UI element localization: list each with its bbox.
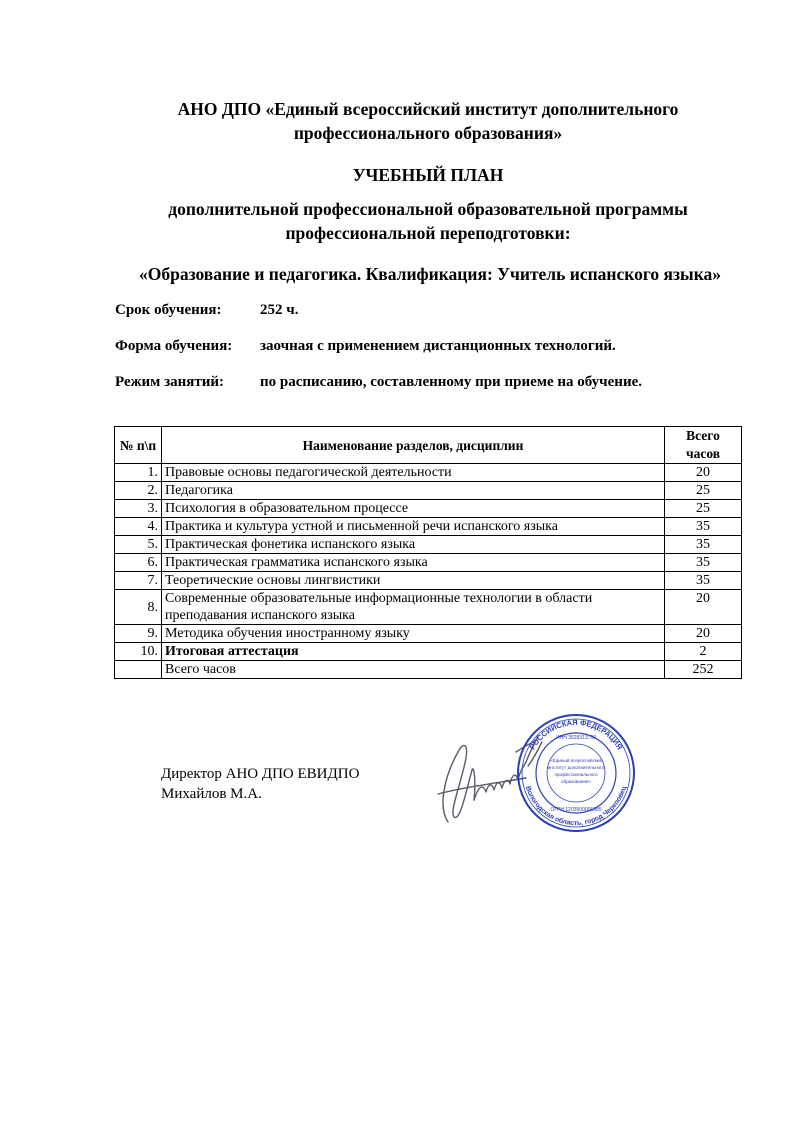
table-row: 3. Психология в образовательном процессе 25 <box>115 500 742 518</box>
header-hours: Всего часов <box>665 427 742 464</box>
mode-value: по расписанию, составленному при приеме на обучение. <box>260 374 642 390</box>
table-total-row <box>115 661 742 679</box>
duration-row <box>115 300 298 320</box>
table-row: 9. Методика обучения иностранному языку 20 <box>115 625 742 643</box>
signatory-name: Михайлов М.А. <box>161 786 262 802</box>
duration-label: Срок обучения: <box>115 302 222 318</box>
form-label: Форма обучения: <box>115 338 233 354</box>
table-row: 6. Практическая грамматика испанского языка 35 <box>115 554 742 572</box>
seal-center-line1: «Единый всероссийский <box>549 758 603 763</box>
total-label: Всего часов <box>162 661 665 679</box>
table-row: 5. Практическая фонетика испанского языка 35 <box>115 536 742 554</box>
seal-top-text: РОССИЙСКАЯ ФЕДЕРАЦИЯ <box>527 717 625 752</box>
signatory-position: Директор АНО ДПО ЕВИДПО <box>161 766 360 782</box>
document-title: УЧЕБНЫЙ ПЛАН <box>352 165 504 185</box>
seal-inn: ИНН 3528313790 <box>555 735 597 741</box>
header-name: Наименование разделов, дисциплин <box>162 427 665 464</box>
program-name: «Образование и педагогика. Квалификация: Учитель испанского языка» <box>138 264 722 284</box>
organization-title: АНО ДПО «Единый всероссийский институт дополнительного профессионального образования» <box>177 99 679 143</box>
curriculum-table <box>114 426 742 679</box>
table-row: 1. Правовые основы педагогической деятельности 20 <box>115 464 742 482</box>
table-row: 8. Современные образовательные информационные технологии в области преподавания испанского языка 20 <box>115 590 742 625</box>
svg-text:Вологодская область, город Чер <box>524 785 628 827</box>
table-row: 10. Итоговая аттестация 2 <box>115 643 742 661</box>
mode-row <box>115 372 642 392</box>
table-row: 4. Практика и культура устной и письменной речи испанского языка 35 <box>115 518 742 536</box>
seal-center-line2: институт дополнительного <box>547 765 605 770</box>
header-num: № п\п <box>115 427 162 464</box>
seal-ogrn: ОГРН 1203500006085 <box>550 807 602 813</box>
seal-center-line3: профессионального <box>554 772 598 777</box>
form-row <box>115 336 616 356</box>
signatory-block <box>161 764 359 804</box>
duration-value: 252 ч. <box>260 302 299 318</box>
program-description: дополнительной профессиональной образовательной программы профессиональной переподготовки: <box>168 199 688 243</box>
official-seal <box>515 712 637 834</box>
total-hours: 252 <box>665 661 742 679</box>
table-header-row <box>115 427 742 464</box>
form-value: заочная с применением дистанционных технологий. <box>260 338 616 354</box>
mode-label: Режим занятий: <box>115 374 225 390</box>
table-row: 7. Теоретические основы лингвистики 35 <box>115 572 742 590</box>
seal-bottom-text: Вологодская область, город Череповец <box>523 785 629 828</box>
seal-center-line4: образования» <box>561 779 591 784</box>
table-row: 2. Педагогика 25 <box>115 482 742 500</box>
